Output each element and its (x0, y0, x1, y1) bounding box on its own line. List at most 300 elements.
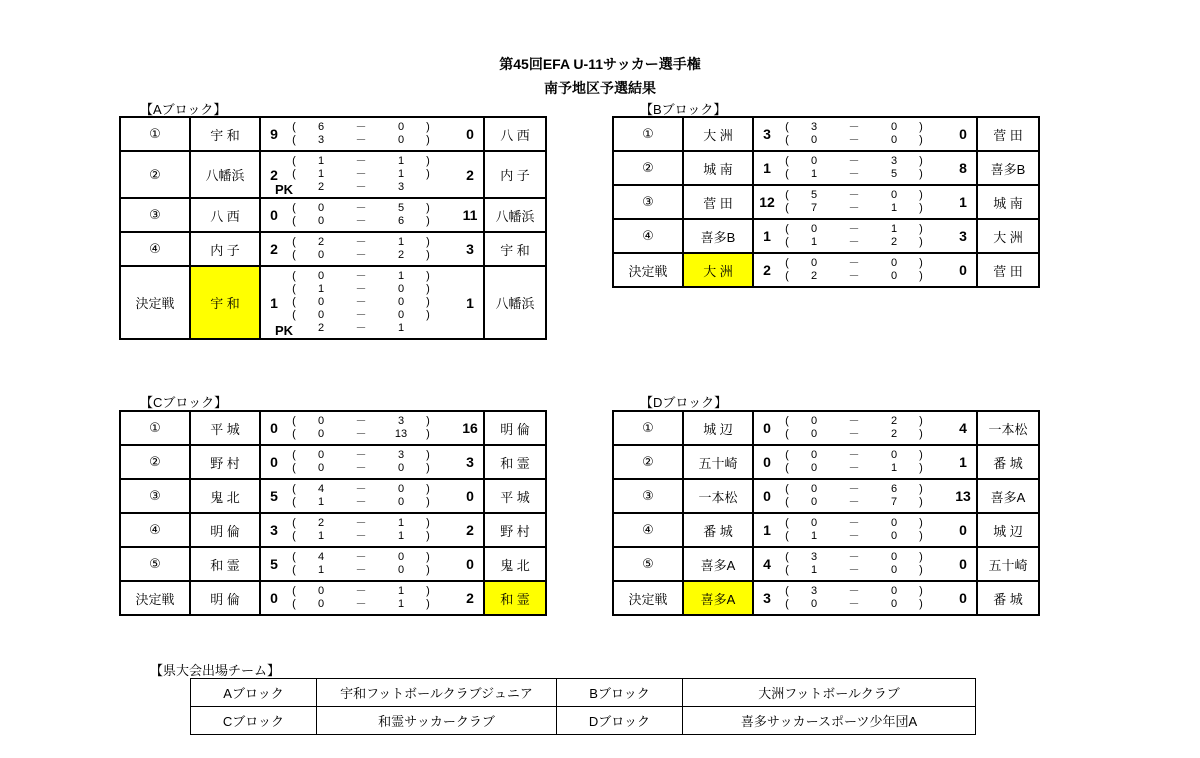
match-row (120, 445, 546, 479)
half-right: 1 (397, 236, 405, 248)
team-left: 明 倫 (190, 513, 260, 547)
dash: － (355, 236, 367, 248)
half-left: 1 (317, 496, 325, 508)
paren-close: ) (919, 462, 923, 474)
dash: － (355, 564, 367, 576)
score-total-left: 1 (763, 228, 771, 244)
half-scores (780, 517, 950, 543)
half-score (780, 155, 950, 168)
score-total-left: 9 (270, 126, 278, 142)
paren-open: ( (292, 270, 296, 282)
half-left: 1 (317, 283, 325, 295)
half-left: 0 (317, 270, 325, 282)
score-cell (753, 513, 977, 547)
half-right: 1 (397, 517, 405, 529)
dash: － (848, 155, 860, 167)
half-right: 0 (397, 551, 405, 563)
half-right: 5 (397, 202, 405, 214)
half-right: 1 (397, 530, 405, 542)
half-scores (780, 155, 950, 181)
half-scores (287, 270, 457, 335)
dash: － (355, 134, 367, 146)
half-score (780, 564, 950, 577)
half-score (287, 296, 457, 309)
half-scores (780, 223, 950, 249)
dash: － (355, 181, 367, 193)
half-score (780, 530, 950, 543)
half-right: 0 (890, 564, 898, 576)
half-score (780, 551, 950, 564)
team-left: 八 西 (190, 198, 260, 232)
match-number: ① (120, 117, 190, 151)
team-left: 宇 和 (190, 266, 260, 339)
paren-open: ( (292, 551, 296, 563)
match-row (613, 253, 1039, 287)
half-left: 2 (317, 236, 325, 248)
half-scores (287, 202, 457, 228)
team-left: 野 村 (190, 445, 260, 479)
dash: － (355, 283, 367, 295)
team-right: 鬼 北 (484, 547, 546, 581)
half-right: 0 (890, 598, 898, 610)
paren-open: ( (292, 483, 296, 495)
half-left: 0 (810, 428, 818, 440)
dash: － (848, 428, 860, 440)
paren-close: ) (426, 236, 430, 248)
paren-open: ( (292, 309, 296, 321)
half-scores (780, 121, 950, 147)
half-right: 2 (397, 249, 405, 261)
paren-close: ) (919, 483, 923, 495)
dash: － (848, 236, 860, 248)
paren-close: ) (919, 168, 923, 180)
block-a-table (119, 116, 547, 340)
half-scores (780, 585, 950, 611)
score-wrap (261, 446, 483, 478)
paren-open: ( (785, 189, 789, 201)
half-right: 0 (890, 257, 898, 269)
half-score (287, 202, 457, 215)
paren-close: ) (919, 598, 923, 610)
half-score (780, 428, 950, 441)
half-left: 0 (810, 496, 818, 508)
half-left: 1 (317, 168, 325, 180)
match-row (120, 411, 546, 445)
team-right: 番 城 (977, 445, 1039, 479)
half-right: 3 (397, 449, 405, 461)
score-cell (753, 581, 977, 615)
paren-open: ( (785, 168, 789, 180)
half-right: 1 (397, 598, 405, 610)
half-scores (780, 449, 950, 475)
team-right: 一本松 (977, 411, 1039, 445)
half-score (780, 189, 950, 202)
paren-close: ) (919, 257, 923, 269)
paren-open: ( (785, 134, 789, 146)
final-row (191, 707, 976, 735)
score-cell (260, 445, 484, 479)
team-left: 城 辺 (683, 411, 753, 445)
block-d-label: 【Dブロック】 (640, 395, 728, 410)
score-total-left: 12 (759, 194, 775, 210)
half-right: 6 (397, 215, 405, 227)
match-row (120, 513, 546, 547)
half-right: 0 (397, 564, 405, 576)
paren-close: ) (919, 517, 923, 529)
block-c-label: 【Cブロック】 (140, 395, 228, 410)
match-number: ① (613, 411, 683, 445)
dash: － (848, 585, 860, 597)
match-row (613, 185, 1039, 219)
half-right: 0 (890, 189, 898, 201)
paren-close: ) (919, 121, 923, 133)
half-scores (287, 483, 457, 509)
half-score (287, 215, 457, 228)
paren-close: ) (426, 551, 430, 563)
score-cell (260, 266, 484, 339)
half-left: 0 (810, 449, 818, 461)
final-block-name: Dブロック (557, 707, 683, 735)
half-right: 0 (397, 296, 405, 308)
paren-open: ( (785, 257, 789, 269)
score-wrap (754, 548, 976, 580)
match-number: ④ (120, 232, 190, 266)
paren-close: ) (919, 236, 923, 248)
half-right: 0 (397, 309, 405, 321)
paren-close: ) (919, 496, 923, 508)
score-wrap (261, 199, 483, 231)
half-right: 0 (890, 517, 898, 529)
score-cell (753, 253, 977, 287)
paren-open: ( (292, 585, 296, 597)
paren-open: ( (785, 483, 789, 495)
paren-open: ( (292, 462, 296, 474)
block-c-table (119, 410, 547, 616)
score-wrap (261, 548, 483, 580)
dash: － (355, 322, 367, 334)
half-score (287, 462, 457, 475)
score-total-right: 0 (466, 488, 474, 504)
paren-close: ) (919, 415, 923, 427)
paren-open: ( (292, 283, 296, 295)
score-wrap (754, 446, 976, 478)
paren-open: ( (785, 517, 789, 529)
team-left: 八幡浜 (190, 151, 260, 198)
score-cell (260, 232, 484, 266)
half-left: 0 (810, 483, 818, 495)
paren-close: ) (426, 449, 430, 461)
score-wrap (261, 267, 483, 338)
paren-close: ) (426, 134, 430, 146)
score-total-right: 0 (959, 590, 967, 606)
score-total-right: 0 (466, 556, 474, 572)
score-total-left: 0 (270, 207, 278, 223)
pk-score (287, 181, 457, 194)
paren-close: ) (919, 270, 923, 282)
dash: － (355, 296, 367, 308)
half-left: 0 (810, 223, 818, 235)
match-number: ② (613, 445, 683, 479)
team-right: 宇 和 (484, 232, 546, 266)
block-d-table (612, 410, 1040, 616)
page-subtitle: 南予地区予選結果 (544, 80, 656, 96)
half-left: 7 (810, 202, 818, 214)
team-right: 和 霊 (484, 581, 546, 615)
score-total-right: 11 (462, 207, 478, 223)
score-total-left: 0 (270, 454, 278, 470)
half-score (287, 564, 457, 577)
half-scores (287, 121, 457, 147)
paren-open: ( (292, 155, 296, 167)
score-cell (753, 151, 977, 185)
match-row (613, 219, 1039, 253)
pk-label: PK (275, 182, 294, 197)
half-left: 0 (317, 585, 325, 597)
paren-close: ) (919, 134, 923, 146)
paren-open: ( (292, 296, 296, 308)
half-score (780, 223, 950, 236)
half-score (780, 202, 950, 215)
match-row (120, 117, 546, 151)
score-wrap (754, 186, 976, 218)
half-score (287, 155, 457, 168)
half-score (780, 168, 950, 181)
score-total-left: 5 (270, 488, 278, 504)
final-team-name: 宇和フットボールクラブジュニア (317, 679, 557, 707)
final-block-name: Aブロック (191, 679, 317, 707)
half-left: 3 (317, 134, 325, 146)
score-total-right: 1 (959, 194, 967, 210)
score-cell (260, 198, 484, 232)
paren-close: ) (919, 223, 923, 235)
dash: － (355, 462, 367, 474)
half-right: 0 (890, 530, 898, 542)
score-total-left: 1 (763, 522, 771, 538)
paren-close: ) (919, 585, 923, 597)
paren-close: ) (426, 483, 430, 495)
score-wrap (261, 412, 483, 444)
paren-open: ( (292, 249, 296, 261)
final-row (191, 679, 976, 707)
half-left: 1 (317, 564, 325, 576)
match-number: 決定戦 (613, 253, 683, 287)
score-wrap (754, 220, 976, 252)
score-wrap (754, 152, 976, 184)
half-score (287, 309, 457, 322)
half-right: 1 (890, 462, 898, 474)
half-score (780, 270, 950, 283)
dash: － (848, 415, 860, 427)
pk-score (287, 322, 457, 335)
dash: － (848, 530, 860, 542)
half-left: 1 (810, 236, 818, 248)
match-row (613, 581, 1039, 615)
half-left: 4 (317, 551, 325, 563)
half-score (287, 449, 457, 462)
match-number: ③ (120, 479, 190, 513)
paren-close: ) (426, 428, 430, 440)
team-left: 大 洲 (683, 253, 753, 287)
half-score (780, 598, 950, 611)
paren-open: ( (785, 121, 789, 133)
half-scores (780, 415, 950, 441)
dash: － (848, 564, 860, 576)
score-total-right: 0 (959, 262, 967, 278)
score-wrap (754, 582, 976, 614)
score-total-right: 16 (462, 420, 478, 436)
paren-close: ) (426, 296, 430, 308)
half-score (780, 415, 950, 428)
half-left: 1 (317, 155, 325, 167)
half-left: 0 (317, 462, 325, 474)
dash: － (848, 462, 860, 474)
half-score (287, 249, 457, 262)
team-right: 八幡浜 (484, 266, 546, 339)
dash: － (355, 309, 367, 321)
team-right: 野 村 (484, 513, 546, 547)
half-scores (780, 189, 950, 215)
match-number: 決定戦 (120, 266, 190, 339)
half-right: 5 (890, 168, 898, 180)
paren-open: ( (785, 551, 789, 563)
score-total-right: 4 (959, 420, 967, 436)
half-right: 13 (394, 428, 408, 440)
half-score (780, 257, 950, 270)
paren-close: ) (426, 270, 430, 282)
dash: － (848, 134, 860, 146)
match-row (613, 479, 1039, 513)
half-right: 0 (397, 483, 405, 495)
paren-close: ) (426, 309, 430, 321)
paren-open: ( (292, 121, 296, 133)
half-left: 1 (810, 530, 818, 542)
paren-open: ( (785, 428, 789, 440)
score-total-left: 0 (763, 488, 771, 504)
team-right: 番 城 (977, 581, 1039, 615)
pk-label: PK (275, 323, 294, 338)
paren-close: ) (919, 551, 923, 563)
pk-left: 2 (317, 322, 325, 334)
half-scores (287, 449, 457, 475)
half-right: 0 (397, 462, 405, 474)
dash: － (355, 249, 367, 261)
half-score (780, 462, 950, 475)
half-left: 0 (810, 517, 818, 529)
team-left: 番 城 (683, 513, 753, 547)
half-score (780, 517, 950, 530)
half-left: 4 (317, 483, 325, 495)
half-score (287, 134, 457, 147)
dash: － (355, 270, 367, 282)
dash: － (848, 121, 860, 133)
final-teams-table (190, 678, 976, 735)
score-total-left: 1 (270, 294, 278, 311)
half-score (287, 415, 457, 428)
score-cell (753, 117, 977, 151)
paren-open: ( (292, 530, 296, 542)
score-cell (753, 445, 977, 479)
half-scores (287, 415, 457, 441)
team-right: 内 子 (484, 151, 546, 198)
team-left: 大 洲 (683, 117, 753, 151)
paren-close: ) (426, 249, 430, 261)
team-right: 五十崎 (977, 547, 1039, 581)
paren-open: ( (292, 168, 296, 180)
half-scores (780, 257, 950, 283)
half-left: 3 (810, 585, 818, 597)
team-right: 菅 田 (977, 117, 1039, 151)
match-number: ⑤ (120, 547, 190, 581)
half-right: 0 (890, 585, 898, 597)
final-team-name: 和霊サッカークラブ (317, 707, 557, 735)
paren-close: ) (426, 202, 430, 214)
match-number: ② (120, 151, 190, 198)
team-right: 城 辺 (977, 513, 1039, 547)
score-total-left: 3 (763, 590, 771, 606)
match-row (120, 151, 546, 198)
paren-close: ) (919, 189, 923, 201)
paren-open: ( (785, 202, 789, 214)
dash: － (355, 530, 367, 542)
final-team-name: 喜多サッカースポーツ少年団A (683, 707, 976, 735)
half-score (780, 121, 950, 134)
dash: － (355, 415, 367, 427)
team-left: 城 南 (683, 151, 753, 185)
half-score (287, 236, 457, 249)
half-left: 0 (317, 449, 325, 461)
score-total-right: 0 (959, 126, 967, 142)
dash: － (355, 598, 367, 610)
team-right: 喜多B (977, 151, 1039, 185)
team-right: 菅 田 (977, 253, 1039, 287)
half-right: 1 (890, 223, 898, 235)
half-right: 7 (890, 496, 898, 508)
half-scores (780, 551, 950, 577)
dash: － (848, 223, 860, 235)
half-left: 0 (810, 134, 818, 146)
half-right: 3 (890, 155, 898, 167)
team-left: 菅 田 (683, 185, 753, 219)
score-total-right: 13 (955, 488, 971, 504)
final-team-name: 大洲フットボールクラブ (683, 679, 976, 707)
dash: － (355, 202, 367, 214)
match-number: ③ (613, 185, 683, 219)
dash: － (848, 517, 860, 529)
half-right: 0 (890, 551, 898, 563)
score-cell (260, 513, 484, 547)
dash: － (355, 551, 367, 563)
dash: － (355, 155, 367, 167)
team-right: 和 霊 (484, 445, 546, 479)
score-total-left: 0 (763, 420, 771, 436)
paren-open: ( (785, 415, 789, 427)
half-score (287, 428, 457, 441)
half-left: 1 (810, 168, 818, 180)
score-cell (753, 411, 977, 445)
paren-close: ) (426, 462, 430, 474)
half-right: 2 (890, 428, 898, 440)
match-number: ④ (613, 219, 683, 253)
team-left: 宇 和 (190, 117, 260, 151)
score-cell (753, 479, 977, 513)
dash: － (848, 551, 860, 563)
score-wrap (754, 118, 976, 150)
match-row (120, 479, 546, 513)
half-left: 0 (810, 155, 818, 167)
paren-close: ) (426, 215, 430, 227)
score-cell (260, 117, 484, 151)
paren-close: ) (919, 155, 923, 167)
